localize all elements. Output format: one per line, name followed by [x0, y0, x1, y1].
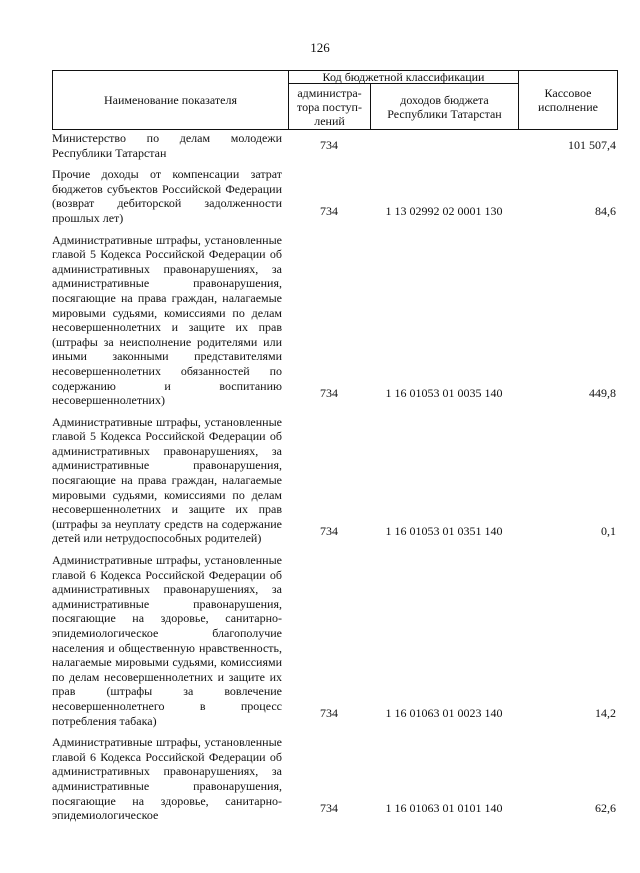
header-cash: Кассовое исполнение	[538, 86, 598, 114]
row-income-code: 1 13 02992 02 0001 130	[385, 203, 503, 218]
row-admin-code: 734	[320, 138, 338, 153]
table-row	[52, 415, 618, 546]
table-row	[52, 553, 618, 728]
row-description: Прочие доходы от компенсации затрат бюджетов субъектов Российской Федерации (возврат дебиторской задолженности прошлых лет)	[52, 167, 282, 225]
header-income: доходов бюджета Республики Татарстан	[371, 84, 519, 129]
row-description: Административные штрафы, установленные главой 5 Кодекса Российской Федерации об административных правонарушениях, за административные правонарушения, посягающие на права граждан, налагаемые мировыми судьями, комиссиями по делам несовершеннолетних и защите их прав (штрафы за неуплату средств на содержание детей или нетрудоспособных родителей)	[52, 414, 282, 546]
row-description: Административные штрафы, установленные главой 6 Кодекса Российской Федерации об административных правонарушениях, за административные правонарушения, посягающие на здоровье, санитарно-эпидемиологическое	[52, 735, 282, 823]
row-cash-value: 84,6	[595, 203, 616, 218]
row-admin-code: 734	[320, 524, 338, 539]
header-admin: администра-тора поступ-лений	[289, 84, 371, 129]
header-code-group: Код бюджетной классификации	[289, 71, 519, 84]
header-name: Наименование показателя	[53, 71, 289, 129]
row-admin-code: 734	[320, 203, 338, 218]
table-row	[52, 233, 618, 408]
row-admin-code: 734	[320, 706, 338, 721]
row-cash-value: 101 507,4	[568, 138, 616, 153]
table-row	[52, 167, 618, 225]
row-admin-code: 734	[320, 800, 338, 815]
row-cash-value: 14,2	[595, 706, 616, 721]
row-income-code: 1 16 01063 01 0023 140	[385, 706, 503, 721]
table-row	[52, 735, 618, 823]
table-header	[52, 70, 618, 130]
row-income-code: 1 16 01053 01 0035 140	[385, 385, 503, 400]
row-description: Административные штрафы, установленные главой 5 Кодекса Российской Федерации об административных правонарушениях, за административные правонарушения, посягающие на права граждан, налагаемые мировыми судьями, комиссиями по делам несовершеннолетних и защите их прав (штрафы за неисполнение родителями или иными законными представителями несовершеннолетних обязанностей по содержанию и воспитанию несовершеннолетних)	[52, 232, 282, 408]
table-body	[52, 131, 618, 830]
row-cash-value: 0,1	[601, 524, 616, 539]
row-cash-value: 62,6	[595, 800, 616, 815]
page-number: 126	[310, 40, 330, 55]
row-description: Министерство по делам молодежи Республики Татарстан	[52, 131, 282, 160]
row-cash-value: 449,8	[589, 385, 616, 400]
row-income-code: 1 16 01053 01 0351 140	[385, 524, 503, 539]
row-admin-code: 734	[320, 385, 338, 400]
table-row	[52, 131, 618, 160]
row-description: Административные штрафы, установленные главой 6 Кодекса Российской Федерации об административных правонарушениях, за административные правонарушения, посягающие на здоровье, санитарно-эпидемиологическое благополучие населения и общественную нравственность, налагаемые мировыми судьями, комиссиями по делам несовершеннолетних и защите их прав (штрафы за вовлечение несовершеннолетнего в процесс потребления табака)	[52, 553, 282, 728]
row-income-code: 1 16 01063 01 0101 140	[385, 800, 503, 815]
